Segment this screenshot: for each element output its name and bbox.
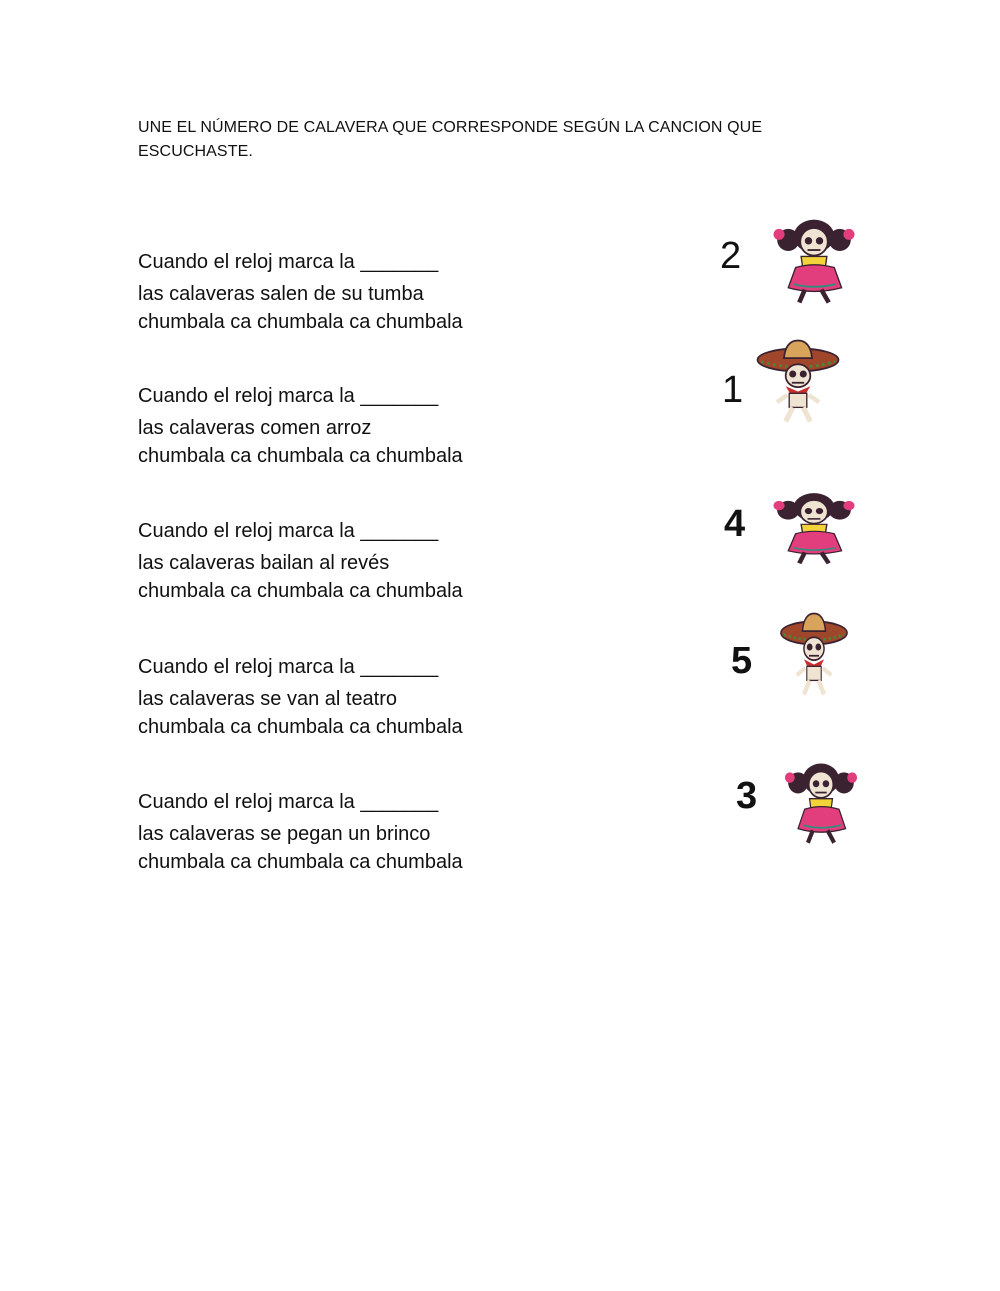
- stanza-line: chumbala ca chumbala ca chumbala: [138, 311, 463, 333]
- skull-number-5: 3: [736, 775, 758, 817]
- sombrero-skeleton-icon: [754, 336, 842, 426]
- stanza-line: chumbala ca chumbala ca chumbala: [138, 716, 463, 738]
- skull-number-3: 4: [724, 503, 746, 545]
- stanza-line: chumbala ca chumbala ca chumbala: [138, 580, 463, 602]
- stanza-4: [138, 655, 658, 739]
- stanza-line: Cuando el reloj marca la _______: [138, 251, 439, 273]
- girl-skeleton-icon: [768, 490, 860, 568]
- girl-skeleton-icon: [780, 760, 862, 848]
- skull-number-2: 1: [722, 369, 744, 411]
- sombrero-skeleton-icon: [778, 610, 850, 698]
- skull-number-1: 2: [720, 235, 742, 277]
- stanza-line: chumbala ca chumbala ca chumbala: [138, 445, 463, 467]
- stanza-2: [138, 384, 658, 468]
- girl-skeleton-icon: [768, 216, 860, 308]
- instructions-text: UNE EL NÚMERO DE CALAVERA QUE CORRESPONDE SEGÚN LA CANCION QUE ESCUCHASTE.: [138, 119, 763, 160]
- stanza-line: las calaveras se pegan un brinco: [138, 823, 431, 845]
- sombrero-skeleton-icon: [778, 610, 850, 698]
- stanza-3: [138, 519, 658, 603]
- stanza-line: Cuando el reloj marca la _______: [138, 520, 439, 542]
- skull-number-4: 5: [731, 640, 753, 682]
- girl-skeleton-icon: [768, 490, 860, 568]
- stanza-5: [138, 790, 658, 874]
- stanza-line: Cuando el reloj marca la _______: [138, 656, 439, 678]
- stanza-line: Cuando el reloj marca la _______: [138, 385, 439, 407]
- sombrero-skeleton-icon: [754, 336, 842, 426]
- stanza-line: las calaveras comen arroz: [138, 417, 372, 439]
- girl-skeleton-icon: [780, 760, 862, 848]
- stanza-line: las calaveras salen de su tumba: [138, 283, 424, 305]
- stanza-line: las calaveras se van al teatro: [138, 688, 398, 710]
- girl-skeleton-icon: [768, 216, 860, 308]
- stanza-line: chumbala ca chumbala ca chumbala: [138, 851, 463, 873]
- stanza-line: Cuando el reloj marca la _______: [138, 791, 439, 813]
- stanza-line: las calaveras bailan al revés: [138, 552, 390, 574]
- stanza-1: [138, 250, 658, 334]
